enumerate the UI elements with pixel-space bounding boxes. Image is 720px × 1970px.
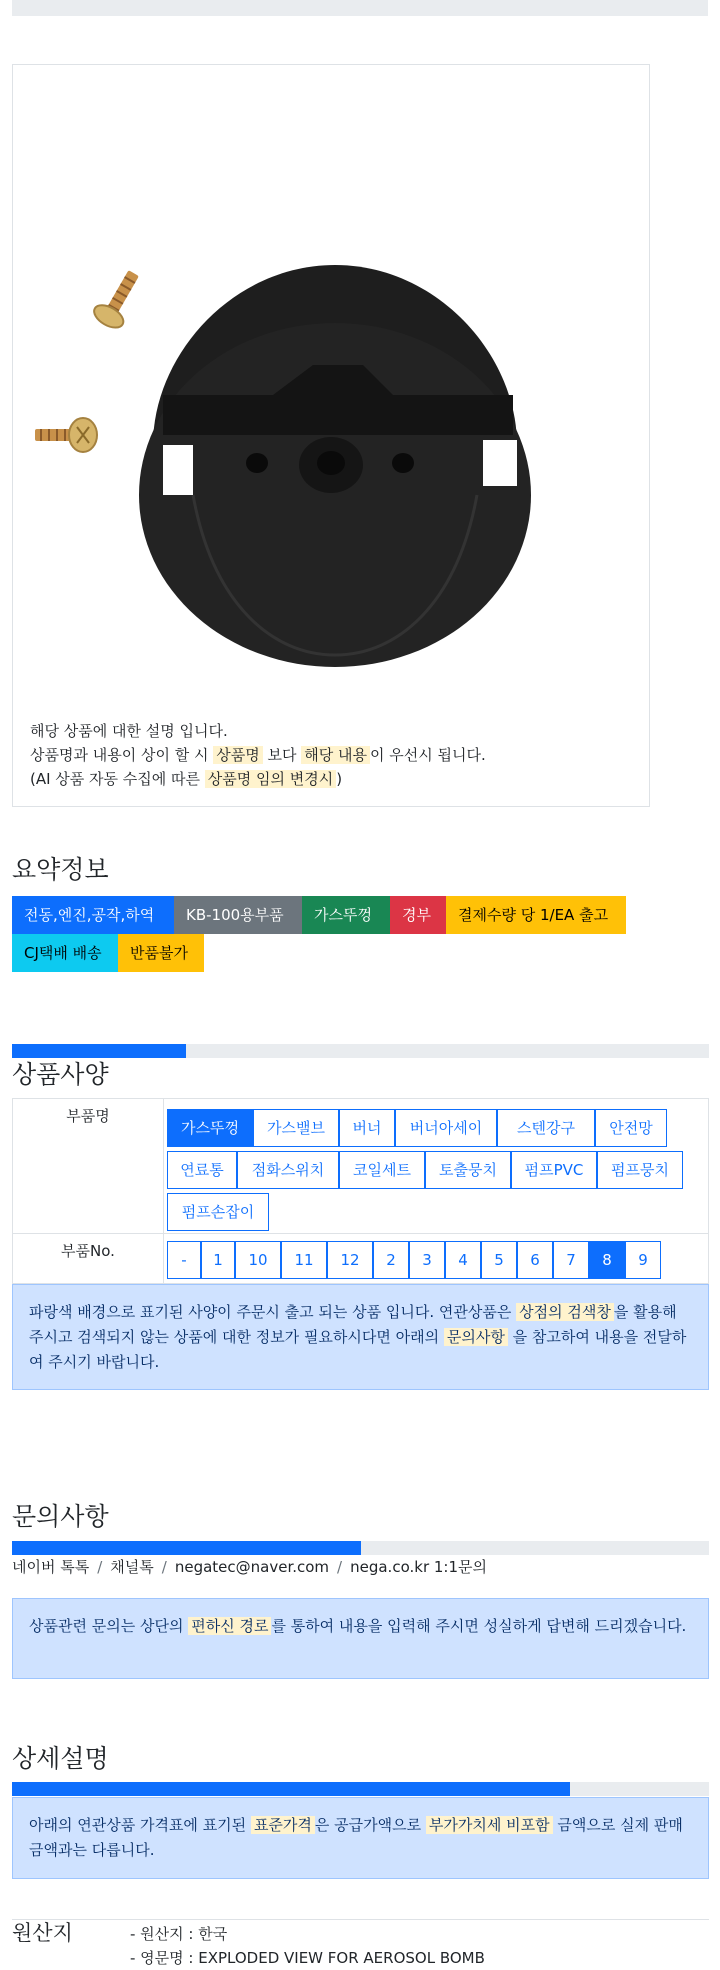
spec-progress-fill [12,1044,186,1058]
part-name-option[interactable]: 스텐강구 [497,1109,595,1147]
contact-channel-talk[interactable]: 채널톡 [110,1558,154,1576]
contact-website[interactable]: nega.co.kr 1:1문의 [350,1558,487,1576]
screw-icon [90,265,147,332]
badge-part: 가스뚜껑 [302,896,390,934]
inquiry-title: 문의사항 [12,1502,109,1531]
product-image [13,165,649,725]
contact-separator: / [161,1558,167,1576]
badge-category: 전동,엔진,공작,하역 [12,896,174,934]
part-name-option[interactable]: 코일세트 [339,1151,425,1189]
part-name-option[interactable]: 토출뭉치 [425,1151,511,1189]
summary-title: 요약정보 [12,855,109,884]
inquiry-progress-fill [12,1541,361,1555]
part-name-option[interactable]: 펌프PVC [511,1151,597,1189]
origin-list [130,1922,485,1970]
spec-title: 상품사양 [12,1060,109,1089]
screw-icon [35,418,97,452]
origin-english-name: - 영문명 : EXPLODED VIEW FOR AEROSOL BOMB [130,1949,485,1967]
part-name-option[interactable]: 안전망 [595,1109,667,1147]
part-name-option[interactable]: 펌프뭉치 [597,1151,683,1189]
description-line: (AI 상품 자동 수집에 따른 상품명 임의 변경시 ) [30,770,343,788]
part-no-option[interactable]: 5 [481,1241,517,1279]
contact-naver-talk[interactable]: 네이버 톡톡 [12,1558,90,1576]
part-name-option[interactable]: 연료통 [167,1151,237,1189]
part-no-option[interactable]: 7 [553,1241,589,1279]
origin-country: - 원산지 : 한국 [130,1925,228,1943]
part-name-option[interactable]: 가스뚜껑 [167,1109,253,1147]
contact-email[interactable]: negatec@naver.com [174,1558,330,1576]
part-no-option[interactable]: 9 [625,1241,661,1279]
contact-list [12,1556,487,1577]
product-description [30,719,486,791]
spec-table [12,1098,709,1284]
detail-progress-bar [12,1782,709,1796]
inquiry-progress-bar [12,1541,709,1555]
badge-model: KB-100용부품 [174,896,302,934]
origin-title: 원산지 [12,1921,73,1945]
part-no-option[interactable]: 4 [445,1241,481,1279]
contact-separator: / [337,1558,343,1576]
part-no-option[interactable]: 10 [235,1241,281,1279]
inquiry-notice: 상품관련 문의는 상단의 편하신 경로 를 통하여 내용을 입력해 주시면 성실하게 답변해 드리겠습니다. [12,1598,709,1679]
part-name-option[interactable]: 버너 [339,1109,395,1147]
part-no-label: 부품No. [61,1242,115,1260]
gas-cap-part [139,265,531,667]
part-name-label: 부품명 [66,1107,110,1125]
detail-title: 상세설명 [12,1744,109,1773]
part-no-option[interactable]: 1 [201,1241,235,1279]
part-name-option[interactable]: 버너아세이 [395,1109,497,1147]
product-image-card [12,64,650,807]
badge-no-return: 반품불가 [118,934,204,972]
part-name-option[interactable]: 점화스위치 [237,1151,339,1189]
part-no-option[interactable]: 8 [589,1241,625,1279]
badge-quantity: 결제수량 당 1/EA 출고 [446,896,626,934]
part-no-option[interactable]: 3 [409,1241,445,1279]
contact-separator: / [97,1558,103,1576]
part-no-option[interactable]: 2 [373,1241,409,1279]
part-no-option[interactable]: 12 [327,1241,373,1279]
top-divider [12,0,708,16]
badge-shipping: CJ택배 배송 [12,934,118,972]
spec-notice: 파랑색 배경으로 표기된 사양이 주문시 출고 되는 상품 입니다. 연관상품은 상점의 검색창 을 활용해 주시고 검색되지 않는 상품에 대한 정보가 필요하시다면 아래의 문의사항 을 참고하여 내용을 전달하여 주시기 바랍니다. [12,1284,709,1390]
part-no-option[interactable]: - [167,1241,201,1279]
spec-progress-bar [12,1044,709,1058]
part-no-option[interactable]: 11 [281,1241,327,1279]
badge-weight: 경부 [390,896,446,934]
origin-divider [12,1919,709,1920]
part-name-option[interactable]: 펌프손잡이 [167,1193,269,1231]
description-line: 상품명과 내용이 상이 할 시 상품명 보다 해당 내용 이 우선시 됩니다. [30,746,486,764]
detail-notice: 아래의 연관상품 가격표에 표기된 표준가격 은 공급가액으로 부가가치세 비포함 금액으로 실제 판매금액과는 다릅니다. [12,1797,709,1879]
part-no-option[interactable]: 6 [517,1241,553,1279]
part-name-option[interactable]: 가스밸브 [253,1109,339,1147]
description-line: 해당 상품에 대한 설명 입니다. [30,722,228,740]
detail-progress-fill [12,1782,570,1796]
